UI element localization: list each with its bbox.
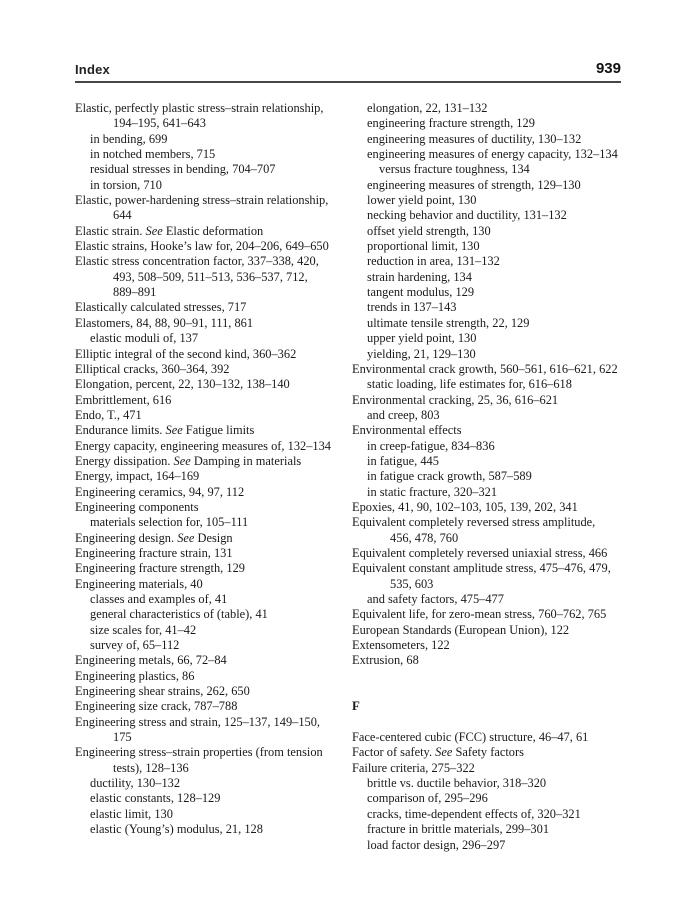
- index-entry: load factor design, 296–297: [367, 837, 506, 852]
- index-entry: fracture in brittle materials, 299–301: [367, 822, 550, 837]
- index-entry: in torsion, 710: [90, 177, 162, 192]
- index-entry: in creep-fatigue, 834–836: [367, 438, 495, 453]
- index-entry: in bending, 699: [90, 131, 168, 146]
- index-entry: elastic constants, 128–129: [90, 791, 221, 806]
- index-entry: Engineering size crack, 787–788: [75, 699, 238, 714]
- index-entry: engineering measures of energy capacity, 132–134: [367, 147, 618, 162]
- index-entry: engineering measures of ductility, 130–132: [367, 131, 582, 146]
- blank-line: [352, 715, 642, 730]
- index-entry: necking behavior and ductility, 131–132: [367, 208, 567, 223]
- index-entry: versus fracture toughness, 134: [379, 162, 530, 177]
- index-entry: classes and examples of, 41: [90, 592, 228, 606]
- index-entry: Face-centered cubic (FCC) structure, 46–47, 61: [352, 730, 589, 745]
- index-entry: Elastically calculated stresses, 717: [75, 300, 247, 315]
- index-entry: and safety factors, 475–477: [367, 592, 504, 606]
- index-entry: Extrusion, 68: [352, 653, 419, 668]
- index-entry: elastic limit, 130: [90, 806, 173, 821]
- index-entry: elastic moduli of, 137: [90, 331, 199, 346]
- index-entry: Elliptic integral of the second kind, 360–362: [75, 346, 297, 361]
- index-entry: Equivalent life, for zero-mean stress, 760–762, 765: [352, 607, 607, 622]
- section-letter-heading: F: [352, 699, 360, 714]
- index-entry: residual stresses in bending, 704–707: [90, 162, 276, 177]
- index-entry: Engineering ceramics, 94, 97, 112: [75, 484, 245, 499]
- index-entry: in fatigue, 445: [367, 453, 439, 468]
- index-entry: Elastic, perfectly plastic stress–strain relationship,: [75, 101, 324, 115]
- index-entry: Engineering metals, 66, 72–84: [75, 653, 227, 668]
- index-entry: Elliptical cracks, 360–364, 392: [75, 361, 230, 376]
- index-entry: Energy capacity, engineering measures of, 132–134: [75, 438, 331, 453]
- index-entry-cross-reference: Factor of safety. See Safety factors: [352, 745, 524, 760]
- index-entry: Energy, impact, 164–169: [75, 469, 200, 484]
- blank-line: [352, 684, 642, 699]
- index-entry: European Standards (European Union), 122: [352, 622, 570, 637]
- index-entry: reduction in area, 131–132: [367, 254, 500, 269]
- index-entry: Engineering components: [75, 499, 199, 514]
- index-entry: trends in 137–143: [367, 300, 457, 315]
- index-entry: elastic (Young’s) modulus, 21, 128: [90, 822, 263, 837]
- index-entry: comparison of, 295–296: [367, 791, 488, 806]
- index-entry: Environmental cracking, 25, 36, 616–621: [352, 392, 559, 407]
- index-entry: in fatigue crack growth, 587–589: [367, 469, 532, 484]
- page-header: [75, 60, 621, 83]
- index-entry: tangent modulus, 129: [367, 285, 475, 300]
- index-entry: cracks, time-dependent effects of, 320–321: [367, 806, 581, 821]
- index-entry: elongation, 22, 131–132: [367, 101, 488, 115]
- index-entry: Epoxies, 41, 90, 102–103, 105, 139, 202, 341: [352, 499, 578, 514]
- index-entry: survey of, 65–112: [90, 638, 180, 653]
- index-entry: Elastic stress concentration factor, 337–338, 420,: [75, 254, 319, 269]
- index-entry: 644: [113, 208, 132, 223]
- index-entry: 456, 478, 760: [390, 530, 459, 545]
- index-entry: proportional limit, 130: [367, 239, 480, 254]
- index-entry: ductility, 130–132: [90, 776, 181, 791]
- index-entry: Elastomers, 84, 88, 90–91, 111, 861: [75, 315, 254, 330]
- index-column-left: [75, 101, 355, 838]
- page-number: 939: [595, 60, 621, 77]
- index-entry: and creep, 803: [367, 407, 440, 422]
- index-entry: Elastic strains, Hooke’s law for, 204–206, 649–650: [75, 239, 329, 254]
- index-entry: Engineering fracture strength, 129: [75, 561, 245, 576]
- index-entry: engineering measures of strength, 129–130: [367, 177, 581, 192]
- index-entry: Failure criteria, 275–322: [352, 760, 475, 775]
- index-entry: Extensometers, 122: [352, 638, 450, 653]
- index-entry: size scales for, 41–42: [90, 622, 197, 637]
- index-entry: upper yield point, 130: [367, 331, 477, 346]
- index-entry: 493, 508–509, 511–513, 536–537, 712,: [113, 269, 308, 284]
- index-entry: 535, 603: [390, 576, 434, 591]
- index-entry: offset yield strength, 130: [367, 223, 491, 238]
- index-entry: Engineering plastics, 86: [75, 668, 195, 683]
- index-entry: 175: [113, 730, 132, 745]
- index-entry-cross-reference: Engineering design. See Design: [75, 530, 233, 545]
- index-entry: Engineering materials, 40: [75, 576, 203, 591]
- index-entry: in static fracture, 320–321: [367, 484, 498, 499]
- index-entry-cross-reference: Elastic strain. See Elastic deformation: [75, 223, 264, 238]
- running-head-title: Index: [75, 62, 110, 77]
- index-entry: strain hardening, 134: [367, 269, 472, 284]
- index-entry: Environmental crack growth, 560–561, 616–621, 622: [352, 361, 618, 376]
- index-entry: Equivalent completely reversed uniaxial stress, 466: [352, 545, 608, 560]
- index-entry: Embrittlement, 616: [75, 392, 172, 407]
- index-entry: tests), 128–136: [113, 760, 189, 775]
- index-entry: Equivalent constant amplitude stress, 475–476, 479,: [352, 561, 611, 576]
- index-entry: 889–891: [113, 285, 157, 300]
- blank-line: [352, 669, 642, 684]
- index-entry: Engineering stress and strain, 125–137, 149–150,: [75, 714, 321, 729]
- index-entry: brittle vs. ductile behavior, 318–320: [367, 776, 547, 791]
- index-entry: Environmental effects: [352, 423, 462, 438]
- index-entry: 194–195, 641–643: [113, 116, 206, 131]
- index-entry: in notched members, 715: [90, 147, 216, 162]
- index-entry: engineering fracture strength, 129: [367, 116, 535, 131]
- index-entry: lower yield point, 130: [367, 193, 477, 208]
- index-entry: materials selection for, 105–111: [90, 515, 249, 530]
- index-entry: Elongation, percent, 22, 130–132, 138–140: [75, 377, 290, 392]
- index-entry: yielding, 21, 129–130: [367, 346, 476, 361]
- index-entry: Elastic, power-hardening stress–strain relationship,: [75, 193, 329, 208]
- index-entry: general characteristics of (table), 41: [90, 607, 268, 622]
- index-entry: static loading, life estimates for, 616–618: [367, 377, 572, 392]
- index-entry: Engineering stress–strain properties (from tension: [75, 745, 323, 760]
- index-entry: Endo, T., 471: [75, 407, 142, 422]
- index-entry: ultimate tensile strength, 22, 129: [367, 315, 530, 330]
- index-entry: Engineering shear strains, 262, 650: [75, 684, 250, 699]
- index-entry: Equivalent completely reversed stress amplitude,: [352, 515, 596, 530]
- index-entry-cross-reference: Energy dissipation. See Damping in materials: [75, 453, 302, 468]
- index-column-right: [352, 101, 642, 853]
- index-entry: Engineering fracture strain, 131: [75, 545, 233, 560]
- index-entry-cross-reference: Endurance limits. See Fatigue limits: [75, 423, 255, 438]
